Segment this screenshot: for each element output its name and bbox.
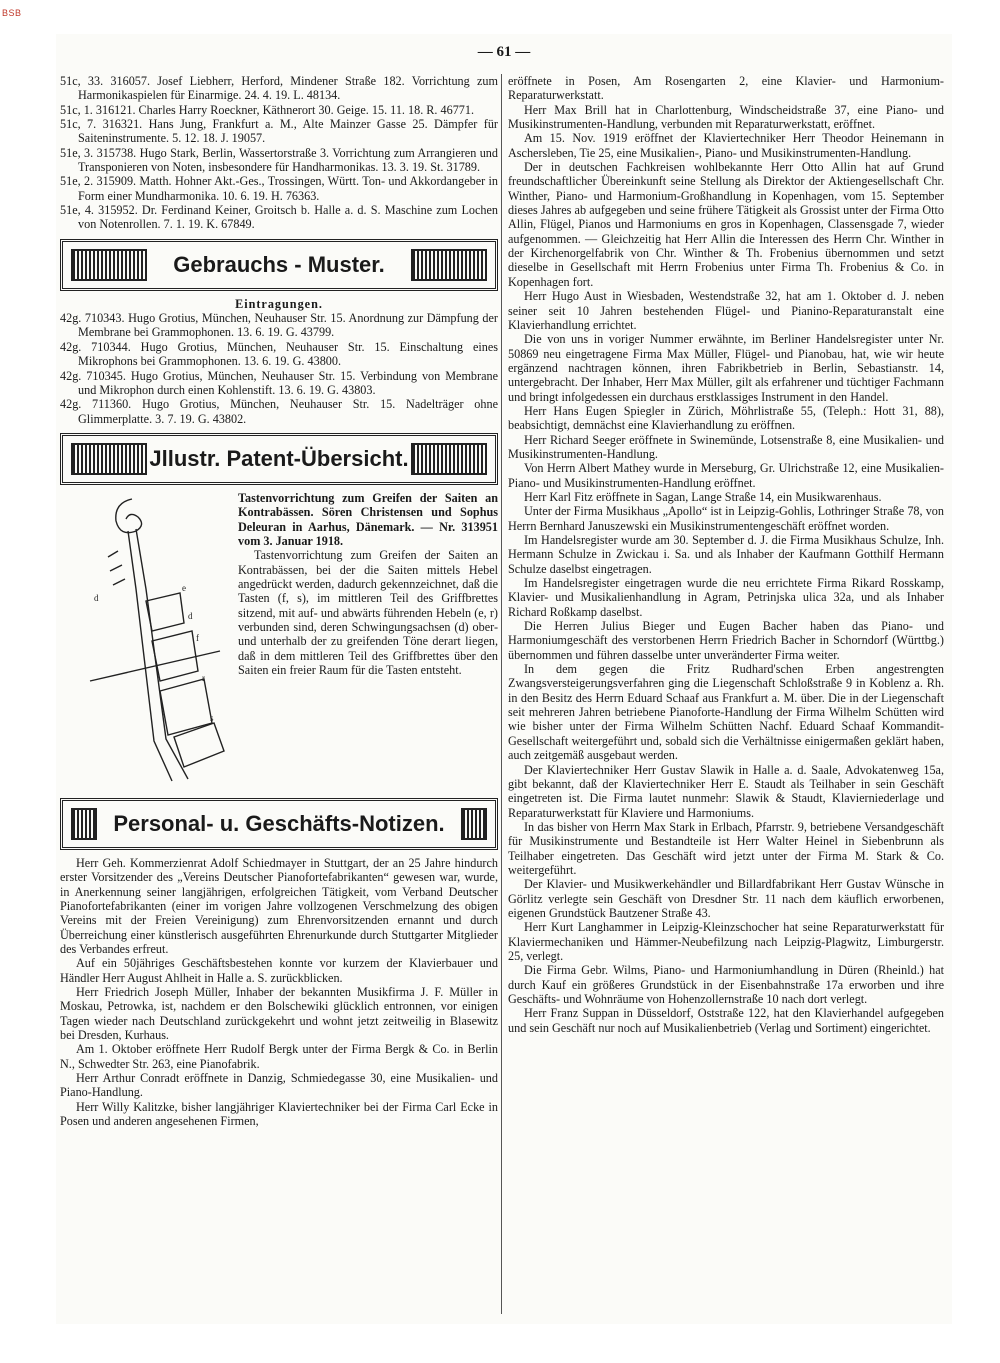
- gm-entry: 42g. 711360. Hugo Grotius, München, Neuhauser Str. 15. Nadelträger ohne Glimmerplatte. 3. 7. 19. G. 43802.: [60, 397, 498, 426]
- notice-paragraph: Herr Arthur Conradt eröffnete in Danzig, Schmiedegasse 30, eine Musikalien- und Piano-Handlung.: [60, 1071, 498, 1100]
- notice-paragraph: Herr Kurt Langhammer in Leipzig-Kleinzschocher hat seine Reparaturwerkstatt für Klaviermechaniken und Hämmer-Neubefilzung nach Leipzig-Plagwitz, Limburgerstr. 25, verlegt.: [508, 920, 944, 963]
- svg-text:d: d: [188, 610, 193, 621]
- gm-entry: 42g. 710344. Hugo Grotius, München, Neuhauser Str. 15. Einschaltung eines Mikrophons bei Grammophonen. 13. 6. 19. G. 43800.: [60, 339, 498, 369]
- notice-paragraph: In das bisher von Herrn Max Stark in Erlbach, Pfarrstr. 9, betriebene Versandgeschäft für Musikinstrumente und Bestandteile ist Herr Walter Heinel in Siebenbrunn als Teilhaber eingetreten. Das Geschäft wird jetzt unter der Firma M. Stark & Co. weitergeführt.: [508, 819, 944, 877]
- patent-heading: Tastenvorrichtung zum Greifen der Saiten an Kontrabässen. Sören Christensen und Sophus Deleuran in Aarhus, Dänemark. — Nr. 313951 vom 3. Januar 1918.: [238, 490, 498, 548]
- notice-paragraph: Die Firma Gebr. Wilms, Piano- und Harmoniumhandlung in Düren (Rheinld.) hat durch Kauf ein größeres Grundstück in der Eisenbahnstraße 17a erworben und ihre Geschäfts- und Wohnräume von Hohenzollernstraße 10 nach dort verlegt.: [508, 963, 944, 1006]
- notice-paragraph: Herr Hans Eugen Spiegler in Zürich, Möhrlistraße 55, (Teleph.: Hott 31, 88), beabsichtigt, demnächst eine Klavierhandlung zu eröffnen.: [508, 403, 944, 433]
- gebrauchsmuster-title: Gebrauchs - Muster.: [173, 251, 385, 277]
- gm-entry: 42g. 710343. Hugo Grotius, München, Neuhauser Str. 15. Anordnung zur Dämpfung der Membrane bei Grammophonen. 13. 6. 19. G. 43799.: [60, 311, 498, 340]
- notice-paragraph: Im Handelsregister wurde am 30. September d. J. die Firma Musikhaus Schulze, Inh. Hermann Schulze in Zwickau i. Sa. und als Inhaber der Kaufmann Gotthilf Hermann Schulze daselbst eingetragen.: [508, 533, 944, 576]
- personal-notizen-title: Personal- u. Geschäfts-Notizen.: [113, 810, 445, 836]
- patent-entry: 51c, 1. 316121. Charles Harry Roeckner, Käthnerort 30. Geige. 15. 11. 18. R. 46771.: [60, 102, 475, 117]
- right-column: [508, 74, 944, 1035]
- eintragungen-heading: Eintragungen.: [235, 296, 323, 311]
- patent-entry: 51e, 4. 315952. Dr. Ferdinand Keiner, Groitsch b. Halle a. d. S. Maschine zum Lochen von Notenrollen. 7. 1. 19. K. 67849.: [60, 203, 498, 232]
- library-stamp: BSB: [2, 8, 22, 18]
- patent-uebersicht-banner: [60, 433, 498, 485]
- notice-paragraph: Der Klaviertechniker Herr Gustav Slawik in Halle a. d. Saale, Advokatenweg 15a, gibt bekannt, daß der Klaviertechniker Herr E. Staudt als Teilhaber in sein Geschäft eingetreten ist. Die Firma lautet nunmehr: Slawik & Staudt, Klavierniederlage und Reparaturwerkstatt für Klaviere und Harmoniums.: [508, 762, 944, 820]
- svg-text:e: e: [182, 582, 186, 593]
- notice-paragraph: Herr Geh. Kommerzienrat Adolf Schiedmayer in Stuttgart, der an 25 Jahre hindurch erster Vorsitzender des „Vereins Deutscher Pianofortefabrikanten“ gewesen war, wurde, in Anerkennung seiner langjährigen, erfolgreichen Tätigkeit, vom Verband Deutscher Pianofortefabrikanten (einer im vorigen Jahre vollzogenen Verschmelzung des obigen Vereins mit der Freien Vereinigung) zum Ehrenvorsitzenden ernannt und durch Überreichung einer künstlerisch ausgeführten Ehrenurkunde durch Stuttgarter Mitglieder des Verbandes erfreut.: [60, 855, 498, 956]
- page: [56, 34, 952, 1324]
- notice-paragraph: Von Herrn Albert Mathey wurde in Merseburg, Gr. Ulrichstraße 12, eine Musikalien- Piano- und Musikinstrumenten-Handlung eröffnet.: [508, 461, 944, 490]
- notice-paragraph: Herr Hugo Aust in Wiesbaden, Westendstraße 32, hat am 1. Oktober d. J. neben seiner seit 10 Jahren bestehenden Flügel- und Pianino-Reparaturanstalt eine Klavierhandlung errichtet.: [508, 289, 944, 332]
- patent-illustration-block: [60, 491, 498, 791]
- patent-entry: 51e, 3. 315738. Hugo Stark, Berlin, Wassertorstraße 3. Vorrichtung zum Arrangieren und Transponieren von Noten, insbesondere für Handharmonikas. 13. 3. 19. St. 31789.: [60, 145, 498, 175]
- gebrauchsmuster-banner: [60, 239, 498, 291]
- patent-entry: 51c, 7. 316321. Hans Jung, Frankfurt a. M., Alte Mainzer Gasse 25. Dämpfer für Saiteninstrumente. 5. 12. 18. J. 19057.: [60, 117, 498, 146]
- notice-paragraph: Herr Richard Seeger eröffnete in Swinemünde, Lotsenstraße 8, eine Musikalien- und Musikinstrumenten-Handlung.: [508, 432, 944, 461]
- svg-text:r: r: [202, 672, 205, 683]
- notice-paragraph: Am 15. Nov. 1919 eröffnet der Klaviertechniker Herr Theodor Heinemann in Aschersleben, Tie 25, eine Musikalien-, Piano- und Musikinstrumenten-Handlung.: [508, 131, 944, 160]
- notice-paragraph: Der Klavier- und Musikwerkehändler und Billardfabrikant Herr Gustav Wünsche in Görlitz verlegte sein Geschäft von Dresdner Str. 11 nach dem käuflich erworbenen, eigenen Grundstück Bautzener Straße 43.: [508, 877, 944, 920]
- notice-paragraph: Auf ein 50jähriges Geschäftsbestehen konnte vor kurzem der Klavierbauer und Händler Herr August Ahlheit in Halle a. S. zurückblicken.: [60, 956, 498, 985]
- notice-paragraph: Der in deutschen Fachkreisen wohlbekannte Herr Otto Allin hat auf Grund freundschaftlicher Übereinkunft seine Stellung als Direktor der Aktiengesellschaft Chr. Winther, Piano- und Harmonium-Großhandlung in Kopenhagen, vom 15. September dieses Jahres ab aufgegeben und seine frühere Tätigkeit als Grossist unter der Firma Otto Allin, Flügel, Pianos und Harmoniums en gros in Kopenhagen, Classensgade 7, wieder aufgenommen. — Gleichzeitig hat Herr Allin die Interessen des Herrn Chr. Winther in der Kirchenorgelfabrik von Chr. Winther & Th. Frobenius übernommen und setzt dieselbe in Gesellschaft mit Herrn Frobenius unter Firma Th. Frobenius & Co. in Kopenhagen fort.: [508, 160, 944, 289]
- column-divider: [501, 74, 502, 1314]
- notice-paragraph: Herr Karl Fitz eröffnete in Sagan, Lange Straße 14, ein Musikwarenhaus.: [524, 489, 882, 504]
- left-column: [60, 74, 498, 1128]
- page-number: — 61 —: [477, 44, 531, 60]
- patent-entry: 51c, 33. 316057. Josef Liebherr, Herford, Mindener Straße 182. Vorrichtung zum Harmonikaspielen für Einarmige. 24. 4. 19. L. 48134.: [60, 74, 498, 103]
- notice-paragraph: Am 1. Oktober eröffnete Herr Rudolf Bergk unter der Firma Bergk & Co. in Berlin N., Schwedter Str. 263, eine Pianofabrik.: [60, 1042, 498, 1071]
- patent-body: Tastenvorrichtung zum Greifen der Saiten an Kontrabässen, bei der die Saiten mittels Hebel angedrückt werden, dadurch gekennzeichnet, daß die Tasten (f, s), im mittleren Teil des Griffbrettes sitzend, mit auf- und abwärts führenden Hebeln (e, r) verbunden sind, deren Schwingungsachsen (d) ober- und unterhalb der zu greifenden Töne derart liegen, daß in dem mittleren Teil des Griffbrettes über den Saiten ein freier Raum für die Tasten entsteht.: [238, 548, 498, 677]
- notice-paragraph: Unter der Firma Musikhaus „Apollo“ ist in Leipzig-Gohlis, Lothringer Straße 78, von Herrn Bernhard Januszewski ein Musikinstrumentengeschäft eröffnet worden.: [508, 504, 944, 533]
- notice-paragraph: Die Herren Julius Bieger und Eugen Bacher haben das Piano- und Harmoniumgeschäft des verstorbenen Herrn Friedrich Bacher in Schorndorf (Württbg.) übernommen und führen dasselbe unter unveränderter Firma weiter.: [508, 619, 944, 662]
- patent-description: [238, 491, 498, 677]
- notice-paragraph: Herr Willy Kalitzke, bisher langjähriger Klaviertechniker bei der Firma Carl Ecke in Posen und anderen angesehenen Firmen,: [60, 1099, 498, 1129]
- personal-notizen-banner: [60, 798, 498, 850]
- notice-paragraph: eröffnete in Posen, Am Rosengarten 2, eine Klavier- und Harmonium-Reparaturwerkstatt.: [508, 74, 944, 103]
- svg-text:f: f: [196, 632, 199, 643]
- notice-paragraph: In dem gegen die Fritz Rudhard'schen Erben angestrengten Zwangsversteigerungsverfahren ging die Liegenschaft Schloßstraße 9 in Koblenz a. Rh. in den Besitz des Herrn Eduard Schaaf aus Frankfurt a. M. über. Die in der Liegenschaft seit mehreren Jahren betriebene Pianoforte-Handlung der Firma Wilhelm Schütten wird wie bisher unter der Firma Wilhelm Schütten Nachf. Eduard Schaaf Kommandit-Gesellschaft weitergeführt und, sobald sich die Verhältnisse einigermaßen geklärt haben, auch zeitgemäß ausgebaut werden.: [508, 662, 944, 763]
- notice-paragraph: Herr Franz Suppan in Düsseldorf, Oststraße 122, hat den Klavierhandel aufgegeben und sein Geschäft nur noch auf Musikalienbetrieb (Verlag und Sortiment) eingerichtet.: [508, 1006, 944, 1035]
- notice-paragraph: Herr Max Brill hat in Charlottenburg, Windscheidstraße 37, eine Piano- und Musikinstrumenten-Handlung, verbunden mit Reparaturwerkstatt, eröffnet.: [508, 102, 944, 132]
- gm-entry: 42g. 710345. Hugo Grotius, München, Neuhauser Str. 15. Verbindung von Membrane und Mikrophon durch einen Kohlenstift. 13. 6. 19. G. 43803.: [60, 368, 498, 397]
- svg-text:s: s: [210, 712, 214, 723]
- svg-text:d: d: [94, 592, 99, 603]
- patent-uebersicht-title: Jllustr. Patent-Übersicht.: [149, 445, 409, 471]
- kontrabass-illustration: [70, 491, 240, 791]
- patent-entry: 51e, 2. 315909. Matth. Hohner Akt.-Ges., Trossingen, Württ. Ton- und Akkordangeber in Form einer Mundharmonika. 10. 6. 19. H. 76363.: [60, 174, 498, 203]
- notice-paragraph: Herr Friedrich Joseph Müller, Inhaber der bekannten Musikfirma J. F. Müller in Moskau, Petrowka, ist, nachdem er den Bolschewiki glücklich entronnen, vor einigen Tagen wieder nach Deutschland zurückgekehrt und wohnt jetzt zeitweilig in Blasewitz bei Dresden, Kurhaus.: [60, 984, 498, 1042]
- notice-paragraph: Die von uns in voriger Nummer erwähnte, im Berliner Handelsregister unter Nr. 50869 neu eingetragene Firma Max Müller, Flügel- und Pianobau, hat, wie wir heute ergänzend nachtragen können, ihren Fabrikbetrieb in Berlin, Sebastianstr. 14, untergebracht. Der Inhaber, Herr Max Müller, gilt als erfahrener und tüchtiger Fachmann und bringt infolgedessen ein durchaus erstklassiges Instrument in den Handel.: [508, 332, 944, 404]
- notice-paragraph: Im Handelsregister eingetragen wurde die neu errichtete Firma Rikard Rosskamp, Klavier- und Musikalienhandlung in Agram, Petrinjska ulica 32a, und als Inhaber Richard Roßkamp daselbst.: [508, 576, 944, 619]
